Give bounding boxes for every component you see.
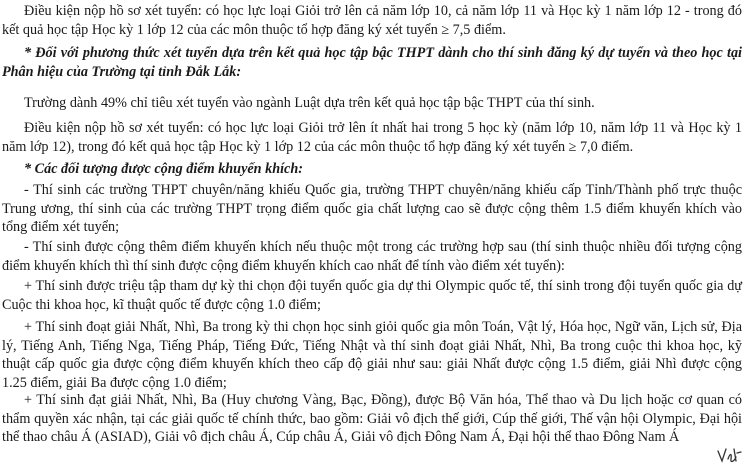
handwritten-initials-icon <box>716 443 742 465</box>
paragraph-quota-49-percent: Trường dành 49% chỉ tiêu xét tuyển vào ngành Luật dựa trên kết quả học tập bậc THPT của thí sinh. <box>24 95 595 111</box>
heading-bonus-points: * Các đối tượng được cộng điểm khuyến khích: <box>24 161 303 177</box>
paragraph-olympic-team: + Thí sinh được triệu tập tham dự kỳ thi chọn đội tuyển quốc gia dự thi Olympic quốc tế, thí sinh trong đội tuyển quốc gia dự Cuộc thi khoa học, kĩ thuật quốc tế được cộng 1.0 điểm; <box>2 278 742 313</box>
paragraph-admission-condition-1: Điều kiện nộp hồ sơ xét tuyển: có học lực loại Giỏi trở lên cả năm lớp 10, cả năm lớp 11 và Học kỳ 1 năm lớp 12 - trong đó kết quả học tập Học kỳ 1 lớp 12 của các môn thuộc tổ hợp đăng ký xét tuyển ≥ 7,5 điểm. <box>2 3 742 38</box>
paragraph-sports-prizes: + Thí sinh đạt giải Nhất, Nhì, Ba (Huy chương Vàng, Bạc, Đồng), được Bộ Văn hóa, Thể thao và Du lịch hoặc cơ quan có thẩm quyền xác nhận, tại các giải quốc tế chính thức, bao gồm: Giải vô địch thế giới, Cúp thế giới, Thế vận hội Olympic, Đại hội thể thao châu Á (ASIAD), Giải vô địch châu Á, Cúp châu Á, Giải vô địch Đông Nam Á, Đại hội thể thao Đông Nam Á <box>2 392 742 446</box>
paragraph-specialized-schools: - Thí sinh các trường THPT chuyên/năng khiếu Quốc gia, trường THPT chuyên/năng khiếu cấp Tỉnh/Thành phố trực thuộc Trung ương, thí sinh của các trường THPT trọng điểm quốc gia chất lượng cao sẽ được cộng thêm 1.5 điểm khuyến khích vào tổng điểm xét tuyển; <box>2 182 742 236</box>
paragraph-national-prizes: + Thí sinh đoạt giải Nhất, Nhì, Ba trong kỳ thi chọn học sinh giỏi quốc gia môn Toán, Vật lý, Hóa học, Ngữ văn, Lịch sử, Địa lý, Tiếng Anh, Tiếng Nga, Tiếng Pháp, Tiếng Đức, Tiếng Nhật và thí sinh đoạt giải Nhất, Nhì, Ba trong cuộc thi khoa học, kỹ thuật cấp quốc gia được cộng điểm khuyến khích theo cấp độ giải như sau: giải Nhất được cộng 1.5 điểm, giải Nhì được cộng 1.25 điểm, giải Ba được cộng 1.0 điểm; <box>2 319 742 391</box>
paragraph-admission-condition-2: Điều kiện nộp hồ sơ xét tuyển: có học lực loại Giỏi trở lên ít nhất hai trong 5 học kỳ (năm lớp 10, năm lớp 11 và Học kỳ 1 năm lớp 12), trong đó kết quả học tập Học kỳ 1 lớp 12 của các môn thuộc tổ hợp đăng ký xét tuyển ≥ 7,0 điểm. <box>2 120 742 155</box>
heading-daklak-branch: * Đối với phương thức xét tuyển dựa trên kết quả học tập bậc THPT dành cho thí sinh đăng ký dự tuyển và theo học tại Phân hiệu của Trường tại tỉnh Đắk Lắk: <box>2 45 742 80</box>
paragraph-bonus-cases: - Thí sinh được cộng thêm điểm khuyến khích nếu thuộc một trong các trường hợp sau (thí sinh thuộc nhiều đối tượng cộng điểm khuyến khích thì thí sinh được cộng điểm khuyến khích cao nhất để tính vào điểm xét tuyển): <box>2 239 742 274</box>
